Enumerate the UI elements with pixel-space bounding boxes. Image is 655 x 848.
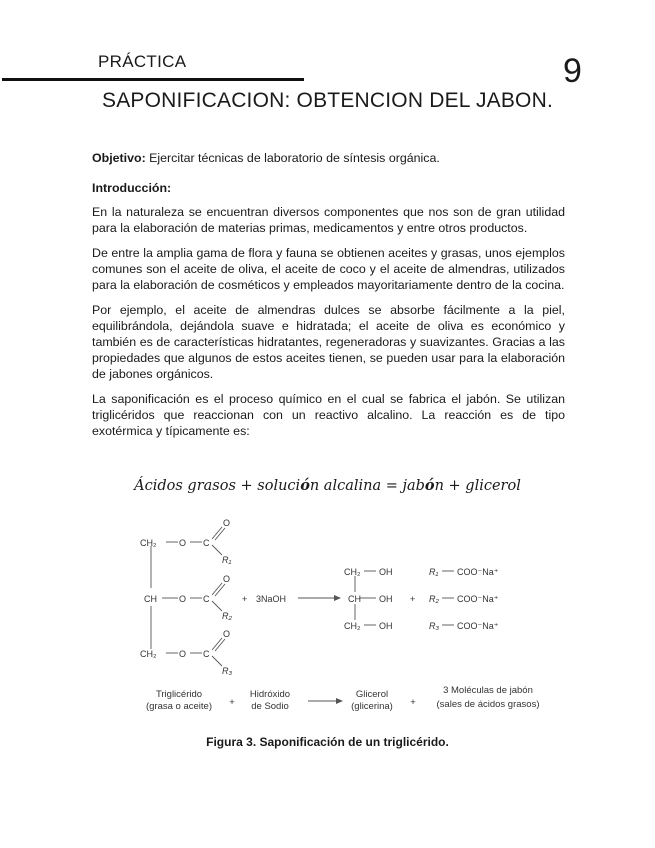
document-body [92,150,565,448]
r1-label: R₁ [429,567,439,577]
o-label: O [223,574,231,584]
r3-label: R₃ [222,666,233,676]
glycerol-label: Glicerol [355,689,389,700]
intro-paragraph: En la naturaleza se encuentran diversos componentes que nos son de gran utilidad para la elaboración de materias primas, medicamentos y entre otros productos. [92,205,565,235]
soap-molecules-label: 3 Moléculas de jabón [443,685,533,696]
c-label: C [203,649,210,659]
formula-part: ó [424,477,435,494]
plus-sign: + [229,697,235,708]
ch2-label: CH₂ [140,649,157,659]
c-label: C [203,538,210,548]
plus-sign: + [410,594,416,604]
soap-salt-label: COO⁻Na⁺ [457,594,499,604]
ch2-label: CH₂ [344,621,361,631]
ch-label: CH [348,594,361,604]
intro-paragraph: La saponificación es el proceso químico en el cual se fabrica el jabón. Se utilizan triglicéridos que reaccionan con un reactivo alcalino. La reacción es de tipo exotérmica y típicamente es: [92,392,565,438]
formula-part: n alcalina = jab [309,478,425,494]
header-rule [2,78,304,81]
soap-salt-label: COO⁻Na⁺ [457,567,499,577]
oh-label: OH [379,621,393,631]
hydroxide-label: Hidróxido [249,689,291,700]
ch2-label: CH₂ [344,567,361,577]
reaction-diagram [138,512,558,724]
soap-salt-label: COO⁻Na⁺ [457,621,499,631]
objective-text: Ejercitar técnicas de laboratorio de síntesis orgánica. [145,151,440,165]
glycerol-sublabel: (glicerina) [351,701,393,712]
header-label: PRÁCTICA [98,52,187,71]
o-label: O [223,629,231,639]
hydroxide-sublabel: de Sodio [251,701,289,712]
plus-sign: + [242,594,248,604]
o-label: O [179,649,187,659]
c-label: C [203,594,210,604]
r1-label: R₁ [222,555,232,565]
formula-part: Ácidos grasos + soluci [134,478,301,494]
formula-part: ó [300,477,310,494]
triglyceride-sublabel: (grasa o aceite) [145,701,213,712]
page-number: 9 [563,52,582,90]
ch-label: CH [144,594,157,604]
formula-part: n + glicerol [434,478,521,494]
ch2-label: CH₂ [140,538,157,548]
reaction-formula [0,477,655,494]
r2-label: R₂ [429,594,439,604]
saponification-figure [138,512,558,724]
figure-caption: Figura 3. Saponificación de un triglicérido. [206,735,449,749]
plus-sign: + [410,697,416,708]
o-label: O [223,518,231,528]
triglyceride-label: Triglicérido [155,689,203,700]
soap-molecules-sublabel: (sales de ácidos grasos) [436,699,540,710]
objective-label: Objetivo: [92,151,146,165]
intro-paragraph: Por ejemplo, el aceite de almendras dulces se absorbe fácilmente a la piel, equilibrándola, dejándola suave e hidratada; el aceite de oliva es económico y también es de características hidratantes, regeneradoras y suavizantes. Gracias a las propiedades que algunos de estos aceites tienen, se pueden usar para la elaboración de jabones orgánicos. [92,303,565,381]
r3-label: R₃ [429,621,440,631]
oh-label: OH [379,567,393,577]
page-title: SAPONIFICACION: OBTENCION DEL JABON. [102,89,553,112]
objective-paragraph [92,150,565,166]
oh-label: OH [379,594,393,604]
naoh-label: 3NaOH [256,594,287,604]
o-label: O [179,594,187,604]
o-label: O [179,538,187,548]
intro-paragraph: De entre la amplia gama de flora y fauna se obtienen aceites y grasas, unos ejemplos comunes son el aceite de oliva, el aceite de coco y el aceite de almendras, utilizados para la elaboración de cosméticos y empleados mayoritariamente dentro de la cocina. [92,246,565,292]
intro-heading: Introducción: [92,181,172,195]
r2-label: R₂ [222,611,232,621]
